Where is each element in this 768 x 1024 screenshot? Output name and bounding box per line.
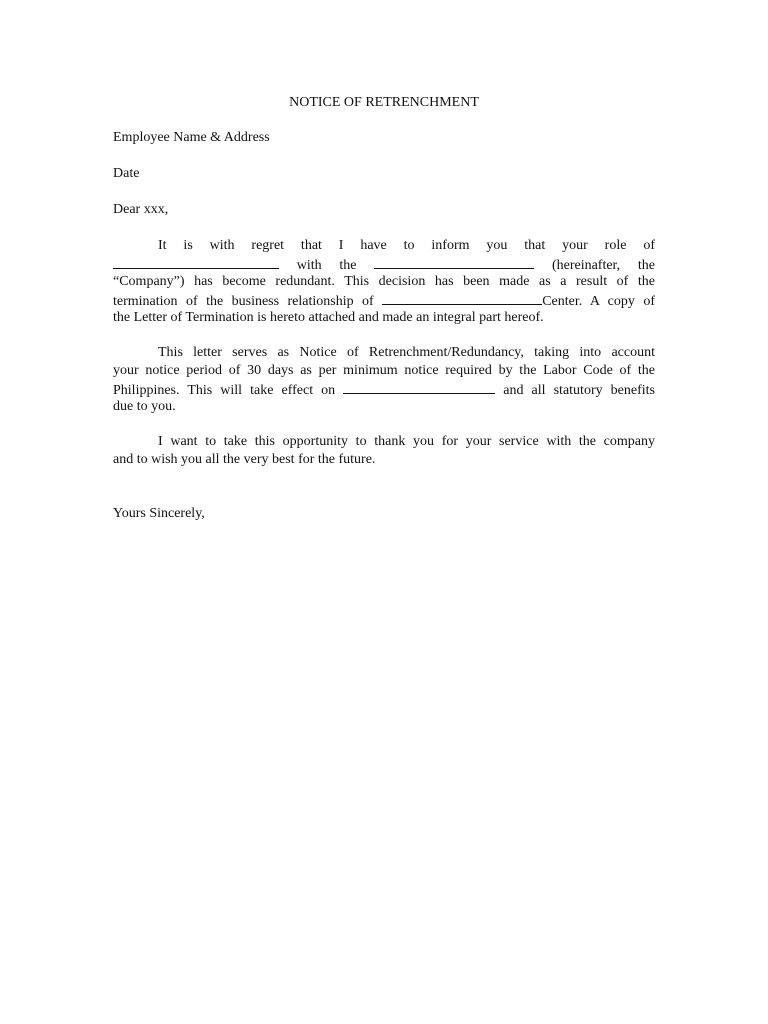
paragraph-2-line-1 (113, 344, 655, 362)
paragraph-2-text-c: Philippines. This will take effect on (113, 383, 336, 398)
paragraph-1-line-5 (113, 309, 655, 327)
paragraph-1-text-f: Center. A copy of (542, 294, 656, 309)
paragraph-3-text-a: I want to take this opportunity to thank you for your service with the company (158, 434, 655, 449)
paragraph-2-text-d: and all statutory benefits (503, 383, 655, 398)
paragraph-1-text-e: termination of the business relationship of (113, 294, 374, 309)
company-blank (374, 255, 534, 269)
paragraph-1-text-b: with the (296, 258, 357, 273)
paragraph-2-text-e: due to you. (113, 399, 176, 414)
recipient-line: Employee Name & Address (113, 130, 270, 145)
paragraph-3-line-1 (113, 433, 655, 451)
paragraph-1-line-1 (113, 237, 655, 255)
closing: Yours Sincerely, (113, 506, 205, 521)
effective-date-blank (343, 380, 495, 394)
paragraph-1-text-g: the Letter of Termination is hereto attached and made an integral part hereof. (113, 310, 544, 325)
paragraph-1-line-2 (113, 255, 655, 273)
paragraph-2-line-2 (113, 362, 655, 380)
paragraph-2 (113, 344, 655, 416)
date-line: Date (113, 166, 140, 181)
paragraph-2-line-4 (113, 398, 655, 416)
center-blank (382, 291, 542, 305)
paragraph-2-line-3 (113, 380, 655, 398)
paragraph-1-line-4 (113, 291, 655, 309)
paragraph-3-line-2 (113, 451, 655, 469)
paragraph-1-line-3 (113, 273, 655, 291)
paragraph-1-text-c: (hereinafter, the (551, 258, 655, 273)
paragraph-2-text-a: This letter serves as Notice of Retrenchment/Redundancy, taking into account (158, 345, 655, 360)
paragraph-3-text-b: and to wish you all the very best for the future. (113, 452, 376, 467)
salutation: Dear xxx, (113, 202, 169, 217)
role-blank (113, 255, 279, 269)
paragraph-2-text-b: your notice period of 30 days as per minimum notice required by the Labor Code of the (113, 363, 655, 378)
paragraph-1 (113, 237, 655, 327)
letter-title: NOTICE OF RETRENCHMENT (289, 95, 479, 110)
paragraph-1-text-a: It is with regret that I have to inform you that your role of (158, 238, 655, 253)
paragraph-1-text-d: “Company”) has become redundant. This decision has been made as a result of the (113, 274, 655, 289)
paragraph-3 (113, 433, 655, 469)
